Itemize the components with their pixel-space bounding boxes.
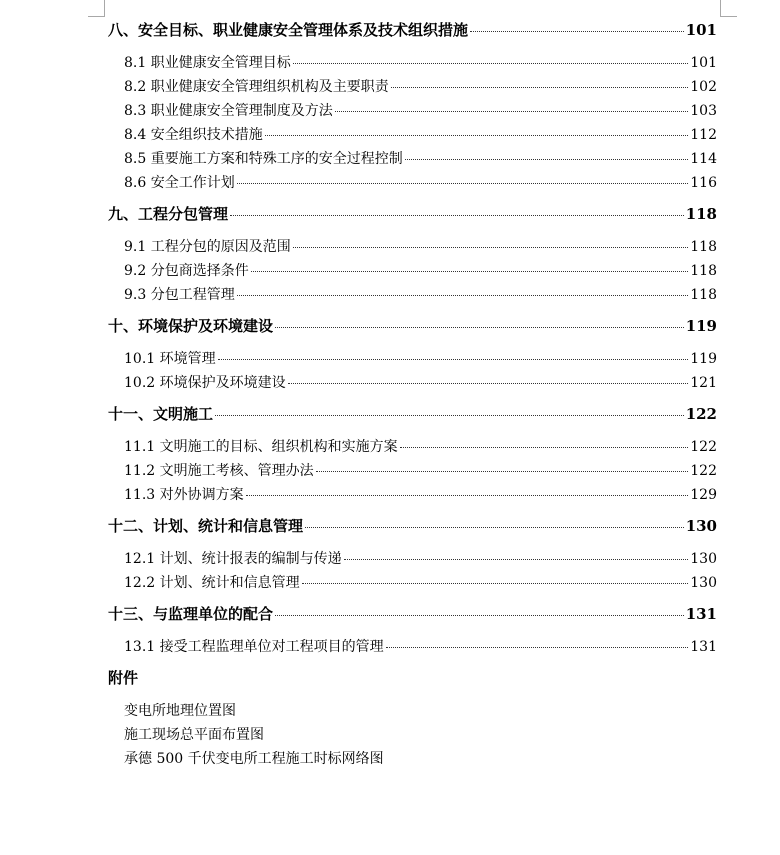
toc-entry[interactable]: 8.5 重要施工方案和特殊工序的安全过程控制 114 [124,151,717,167]
toc-entry[interactable]: 8.6 安全工作计划 116 [124,175,717,191]
toc-entry[interactable]: 九、工程分包管理 118 [108,205,717,223]
appendix-item: 承德 500 千伏变电所工程施工时标网络图 [124,751,384,767]
appendix-item: 变电所地理位置图 [124,703,236,719]
toc-entry[interactable]: 9.2 分包商选择条件 118 [124,263,717,279]
toc-entry[interactable]: 13.1 接受工程监理单位对工程项目的管理 131 [124,639,717,655]
toc-entry[interactable]: 9.3 分包工程管理 118 [124,287,717,303]
toc-entry[interactable]: 11.1 文明施工的目标、组织机构和实施方案 122 [124,439,717,455]
toc-entry[interactable]: 十三、与监理单位的配合 131 [108,605,717,623]
page-corner-mark-right [720,0,737,17]
toc-entry[interactable]: 11.3 对外协调方案 129 [124,487,717,503]
toc-entry[interactable]: 十一、文明施工 122 [108,405,717,423]
toc-entry[interactable]: 12.1 计划、统计报表的编制与传递 130 [124,551,717,567]
toc-entry[interactable]: 10.2 环境保护及环境建设 121 [124,375,717,391]
appendix-item: 施工现场总平面布置图 [124,727,264,743]
toc-entry[interactable]: 8.4 安全组织技术措施 112 [124,127,717,143]
toc-entry[interactable]: 8.3 职业健康安全管理制度及方法 103 [124,103,717,119]
toc-entry[interactable]: 十二、计划、统计和信息管理 130 [108,517,717,535]
toc-entry[interactable]: 八、安全目标、职业健康安全管理体系及技术组织措施 101 [108,21,717,39]
toc-entry[interactable]: 11.2 文明施工考核、管理办法 122 [124,463,717,479]
toc-entry[interactable]: 8.1 职业健康安全管理目标 101 [124,55,717,71]
toc-entry[interactable]: 十、环境保护及环境建设 119 [108,317,717,335]
toc-entry[interactable]: 10.1 环境管理 119 [124,351,717,367]
toc-entry[interactable]: 8.2 职业健康安全管理组织机构及主要职责 102 [124,79,717,95]
page-corner-mark-left [88,0,105,17]
toc-entry[interactable]: 12.2 计划、统计和信息管理 130 [124,575,717,591]
toc-entry[interactable]: 9.1 工程分包的原因及范围 118 [124,239,717,255]
appendix-heading: 附件 [108,669,139,687]
